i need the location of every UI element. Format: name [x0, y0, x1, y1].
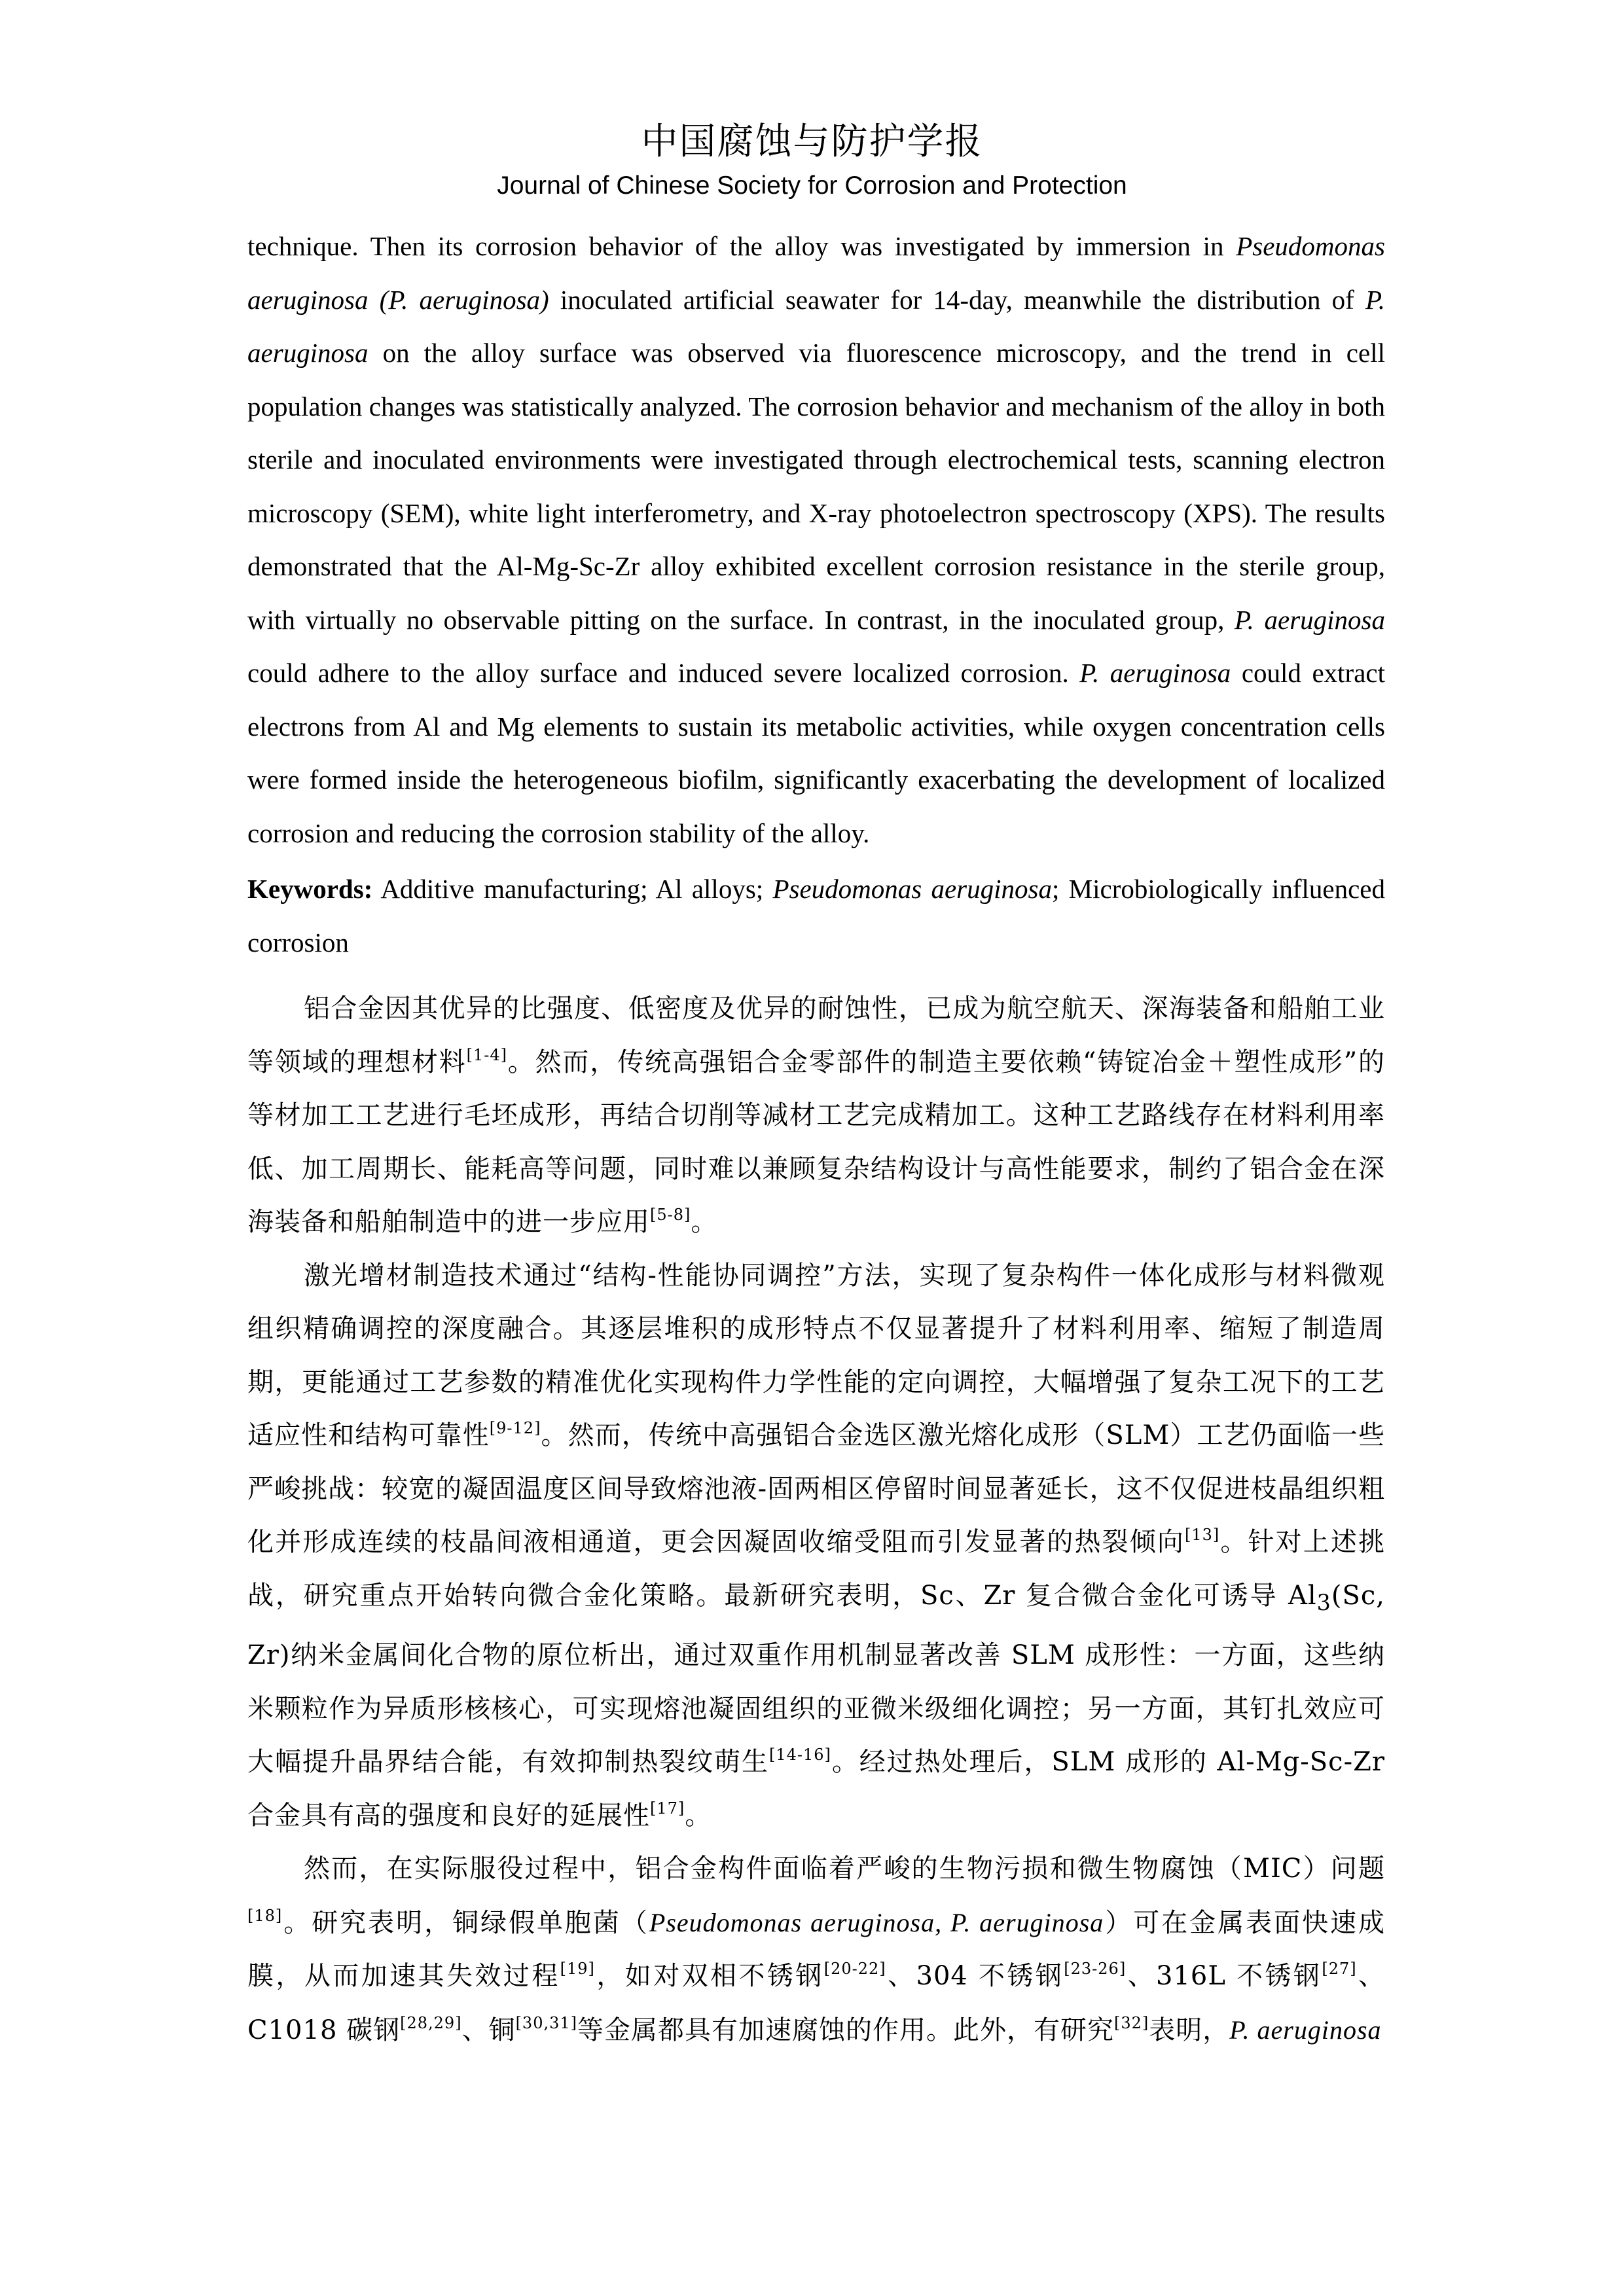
- body-text: ，如对双相不锈钢: [594, 1961, 824, 1991]
- body-text: 。: [685, 1800, 712, 1831]
- body-text: 、316L 不锈钢: [1126, 1961, 1322, 1991]
- citation-ref: [27]: [1322, 1960, 1357, 1978]
- body-text: 铝合金因其优异的比强度、低密度及优异的耐蚀性，已成为航空航天、深海装备和船舶工业等领域的理想材料: [247, 994, 1385, 1077]
- citation-ref: [1-4]: [466, 1045, 507, 1064]
- abstract-paragraph: [247, 220, 1385, 860]
- abstract-text: could adhere to the alloy surface and induced severe localized corrosion.: [247, 658, 1080, 688]
- species-name: P. aeruginosa: [1079, 658, 1231, 688]
- citation-ref: [19]: [560, 1960, 595, 1978]
- abstract-text: on the alloy surface was observed via fluorescence microscopy, and the trend in cell population changes was statistically analyzed. The corrosion behavior and mechanism of the alloy in both sterile and inoculated environments were investigated through electrochemical tests, scanning electron microscopy (SEM), white light interferometry, and X-ray photoelectron spectroscopy (XPS). The results demonstrated that the Al-Mg-Sc-Zr alloy exhibited excellent corrosion resistance in the sterile group, with virtually no observable pitting on the surface. In contrast, in the inoculated group,: [247, 338, 1385, 635]
- citation-ref: [9-12]: [489, 1419, 541, 1437]
- page-body: [247, 220, 1385, 2057]
- citation-ref: [32]: [1114, 2013, 1149, 2032]
- abstract-text: technique. Then its corrosion behavior of the alloy was investigated by immersion in: [247, 231, 1236, 261]
- body-text: 然而，在实际服役过程中，铝合金构件面临着严峻的生物污损和微生物腐蚀（MIC）问题: [304, 1854, 1385, 1884]
- body-text: (Sc, Zr)纳米金属间化合物的原位析出，通过双重作用机制显著改善 SLM 成形性：一方面，这些纳米颗粒作为异质形核核心，可实现熔池凝固组织的亚微米级细化调控；另一方面，其钉扎效应可大幅提升晶界结合能，有效抑制热裂纹萌生: [247, 1580, 1385, 1777]
- species-name: Pseudomonas aeruginosa: [772, 874, 1052, 904]
- journal-title-en: Journal of Chinese Society for Corrosion and Protection: [497, 171, 1127, 200]
- citation-ref: [14-16]: [768, 1746, 831, 1764]
- species-name: P. aeruginosa: [247, 284, 1385, 368]
- citation-ref: [17]: [650, 1799, 685, 1818]
- species-name: Pseudomonas aeruginosa (P. aeruginosa): [247, 231, 1385, 315]
- keywords-text: Additive manufacturing; Al alloys;: [372, 874, 773, 904]
- species-name: P. aeruginosa: [1229, 2015, 1382, 2045]
- citation-ref: [20-22]: [823, 1960, 886, 1978]
- citation-ref: [28,29]: [400, 2013, 462, 2032]
- body-paragraph-3: [247, 1842, 1385, 2057]
- species-name: Pseudomonas aeruginosa, P. aeruginosa: [649, 1907, 1104, 1937]
- citation-ref: [30,31]: [515, 2013, 577, 2032]
- subscript: 3: [1316, 1589, 1331, 1615]
- body-text: 激光增材制造技术通过“结构-性能协同调控”方法，实现了复杂构件一体化成形与材料微观组织精确调控的深度融合。其逐层堆积的成形特点不仅显著提升了材料利用率、缩短了制造周期，更能通过工艺参数的精准优化实现构件力学性能的定向调控，大幅增强了复杂工况下的工艺适应性和结构可靠性: [247, 1260, 1385, 1450]
- body-paragraph-2: [247, 1249, 1385, 1843]
- body-text: 表明，: [1149, 2015, 1230, 2045]
- abstract-text: inoculated artificial seawater for 14-day, meanwhile the distribution of: [549, 284, 1365, 315]
- body-paragraph-1: [247, 982, 1385, 1249]
- species-name: P. aeruginosa: [1234, 604, 1385, 635]
- body-text: 。然而，传统中高强铝合金选区激光熔化成形（SLM）工艺仍面临一些严峻挑战：较宽的凝固温度区间导致熔池液-固两相区停留时间显著延长，这不仅促进枝晶组织粗化并形成连续的枝晶间液相通道，更会因凝固收缩受阻而引发显著的热裂倾向: [247, 1420, 1386, 1557]
- abstract-text: could extract electrons from Al and Mg elements to sustain its metabolic activities, while oxygen concentration cells were formed inside the heterogeneous biofilm, significantly exacerbating the development of localized corrosion and reducing the corrosion stability of the alloy.: [247, 658, 1385, 848]
- body-text: 。针对上述挑战，研究重点开始转向微合金化策略。最新研究表明，Sc、Zr 复合微合金化可诱导 Al: [247, 1527, 1386, 1611]
- citation-ref: [5-8]: [650, 1206, 691, 1224]
- citation-ref: [13]: [1185, 1526, 1220, 1544]
- body-text: 、304 不锈钢: [886, 1961, 1064, 1991]
- keywords-text: ; Microbiologically influenced corrosion: [247, 874, 1386, 958]
- body-text: 、铜: [461, 2015, 516, 2045]
- body-text: 。: [691, 1207, 718, 1237]
- journal-title-cn: 中国腐蚀与防护学报: [641, 120, 983, 163]
- keywords-label: Keywords:: [247, 874, 373, 904]
- keywords-line: [247, 863, 1385, 969]
- body-text: 。然而，传统高强铝合金零部件的制造主要依赖“铸锭冶金＋塑性成形”的等材加工工艺进行毛坯成形，再结合切削等减材工艺完成精加工。这种工艺路线存在材料利用率低、加工周期长、能耗高等问题，同时难以兼顾复杂结构设计与高性能要求，制约了铝合金在深海装备和船舶制造中的进一步应用: [247, 1047, 1386, 1237]
- body-text: ）可在金属表面快速成膜，从而加速其失效过程: [247, 1907, 1386, 1991]
- body-text: 等金属都具有加速腐蚀的作用。此外，有研究: [577, 2015, 1114, 2045]
- citation-ref: [18]: [247, 1906, 283, 1925]
- body-text: 。经过热处理后，SLM 成形的 Al-Mg-Sc-Zr 合金具有高的强度和良好的延展性: [247, 1747, 1386, 1831]
- body-text: 。研究表明，铜绿假单胞菌（: [282, 1907, 649, 1938]
- body-text: 、C1018 碳钢: [247, 1961, 1386, 2045]
- citation-ref: [23-26]: [1064, 1960, 1127, 1978]
